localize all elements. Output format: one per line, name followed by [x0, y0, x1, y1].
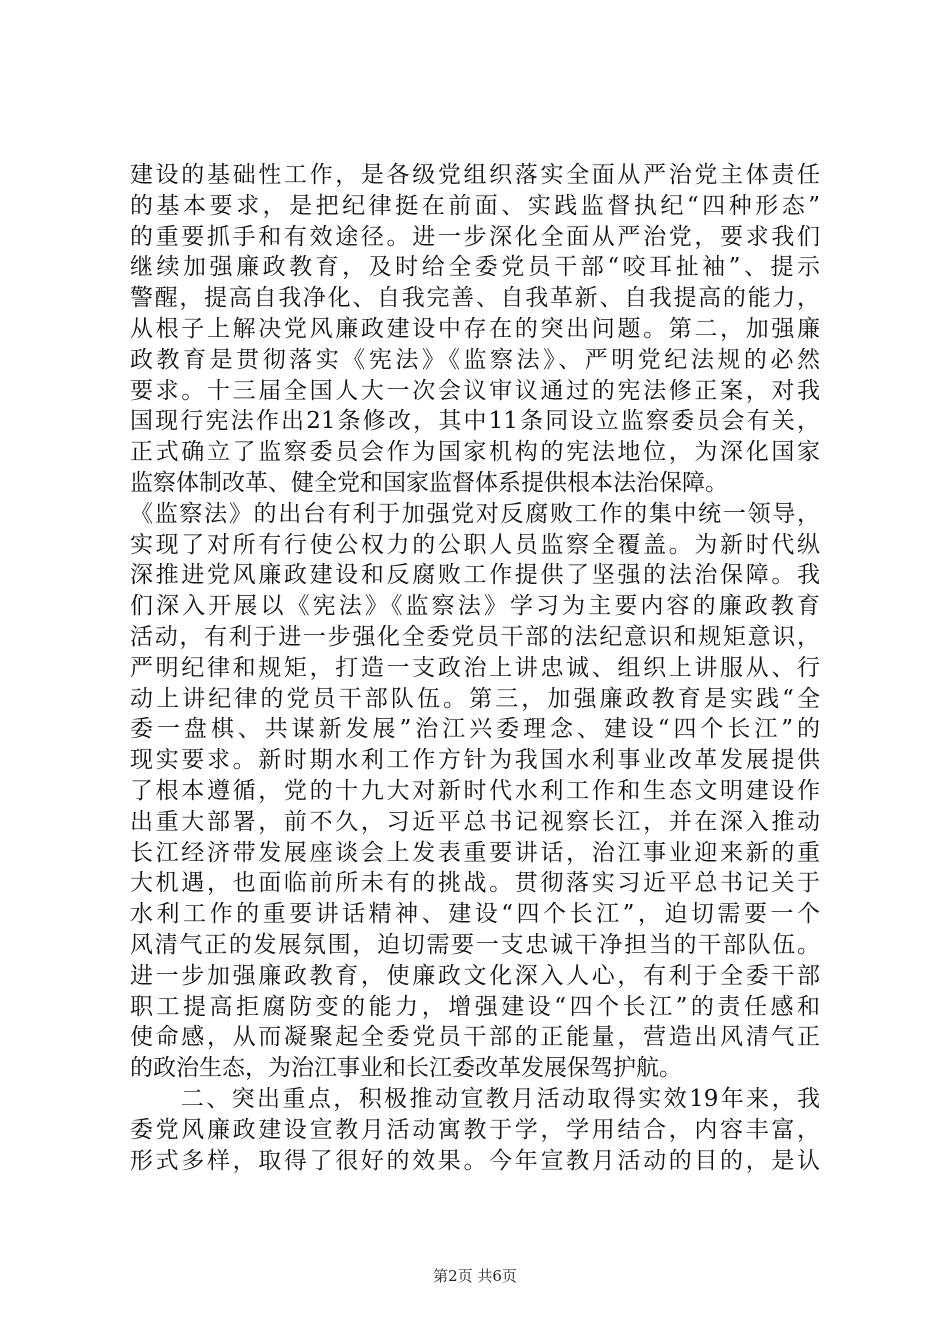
text-line: 大机遇，也面临前所未有的挑战。贯彻落实习近平总书记关于: [130, 870, 820, 897]
text-line: 委一盘棋、共谋新发展”治江兴委理念、建设“四个长江”的: [130, 716, 820, 743]
text-line: 实现了对所有行使公权力的公职人员监察全覆盖。为新时代纵: [130, 531, 820, 558]
text-line: 动上讲纪律的党员干部队伍。第三，加强廉政教育是实践“全: [130, 685, 820, 712]
text-line: 出重大部署，前不久，习近平总书记视察长江，并在深入推动: [130, 808, 820, 835]
text-line: 现实要求。新时期水利工作方针为我国水利事业改革发展提供: [130, 747, 820, 774]
text-line: 水利工作的重要讲话精神、建设“四个长江”，迫切需要一个: [130, 901, 820, 928]
text-line: 形式多样，取得了很好的效果。今年宣教月活动的目的，是认: [130, 1147, 820, 1174]
text-line: 监察体制改革、健全党和国家监督体系提供根本法治保障。: [130, 469, 728, 496]
text-line: 正式确立了监察委员会作为国家机构的宪法地位，为深化国家: [130, 439, 820, 466]
text-line: 深推进党风廉政建设和反腐败工作提供了坚强的法治保障。我: [130, 562, 820, 589]
document-body: [130, 160, 820, 1176]
text-line: 了根本遵循，党的十九大对新时代水利工作和生态文明建设作: [130, 777, 820, 804]
page-number: 第2页 共6页: [433, 1267, 517, 1285]
text-line: 建设的基础性工作，是各级党组织落实全面从严治党主体责任: [130, 162, 820, 188]
text-line: 要求。十三届全国人大一次会议审议通过的宪法修正案，对我: [130, 377, 820, 404]
text-line: 从根子上解决党风廉政建设中存在的突出问题。第二，加强廉: [130, 315, 820, 342]
text-line: 警醒，提高自我净化、自我完善、自我革新、自我提高的能力，: [130, 285, 820, 312]
text-line: 政教育是贯彻落实《宪法》《监察法》、严明党纪法规的必然: [130, 346, 820, 373]
text-line: 的重要抓手和有效途径。进一步深化全面从严治党，要求我们: [130, 223, 820, 250]
text-line: 职工提高拒腐防变的能力，增强建设“四个长江”的责任感和: [130, 993, 820, 1020]
text-line: 活动，有利于进一步强化全委党员干部的法纪意识和规矩意识，: [130, 623, 820, 650]
page-footer: [0, 1266, 950, 1286]
text-line: 的政治生态，为治江事业和长江委改革发展保驾护航。: [130, 1055, 682, 1082]
text-line: 长江经济带发展座谈会上发表重要讲话，治江事业迎来新的重: [130, 839, 820, 866]
text-line: 们深入开展以《宪法》《监察法》学习为主要内容的廉政教育: [130, 593, 820, 620]
text-line: 二、突出重点，积极推动宣教月活动取得实效19年来，我: [130, 1085, 820, 1112]
text-line: 严明纪律和规矩，打造一支政治上讲忠诚、组织上讲服从、行: [130, 654, 820, 681]
text-line: 继续加强廉政教育，及时给全委党员干部“咬耳扯袖”、提示: [130, 254, 820, 281]
text-line: 使命感，从而凝聚起全委党员干部的正能量，营造出风清气正: [130, 1024, 820, 1051]
text-line: 《监察法》的出台有利于加强党对反腐败工作的集中统一领导，: [130, 500, 820, 527]
text-line: 进一步加强廉政教育，使廉政文化深入人心，有利于全委干部: [130, 962, 820, 989]
text-line: 风清气正的发展氛围，迫切需要一支忠诚干净担当的干部队伍。: [130, 931, 820, 958]
text-line: 国现行宪法作出21条修改，其中11条同设立监察委员会有关，: [130, 408, 820, 435]
text-line: 委党风廉政建设宣教月活动寓教于学，学用结合，内容丰富，: [130, 1116, 820, 1143]
text-line: 的基本要求，是把纪律挺在前面、实践监督执纪“四种形态”: [130, 192, 820, 219]
